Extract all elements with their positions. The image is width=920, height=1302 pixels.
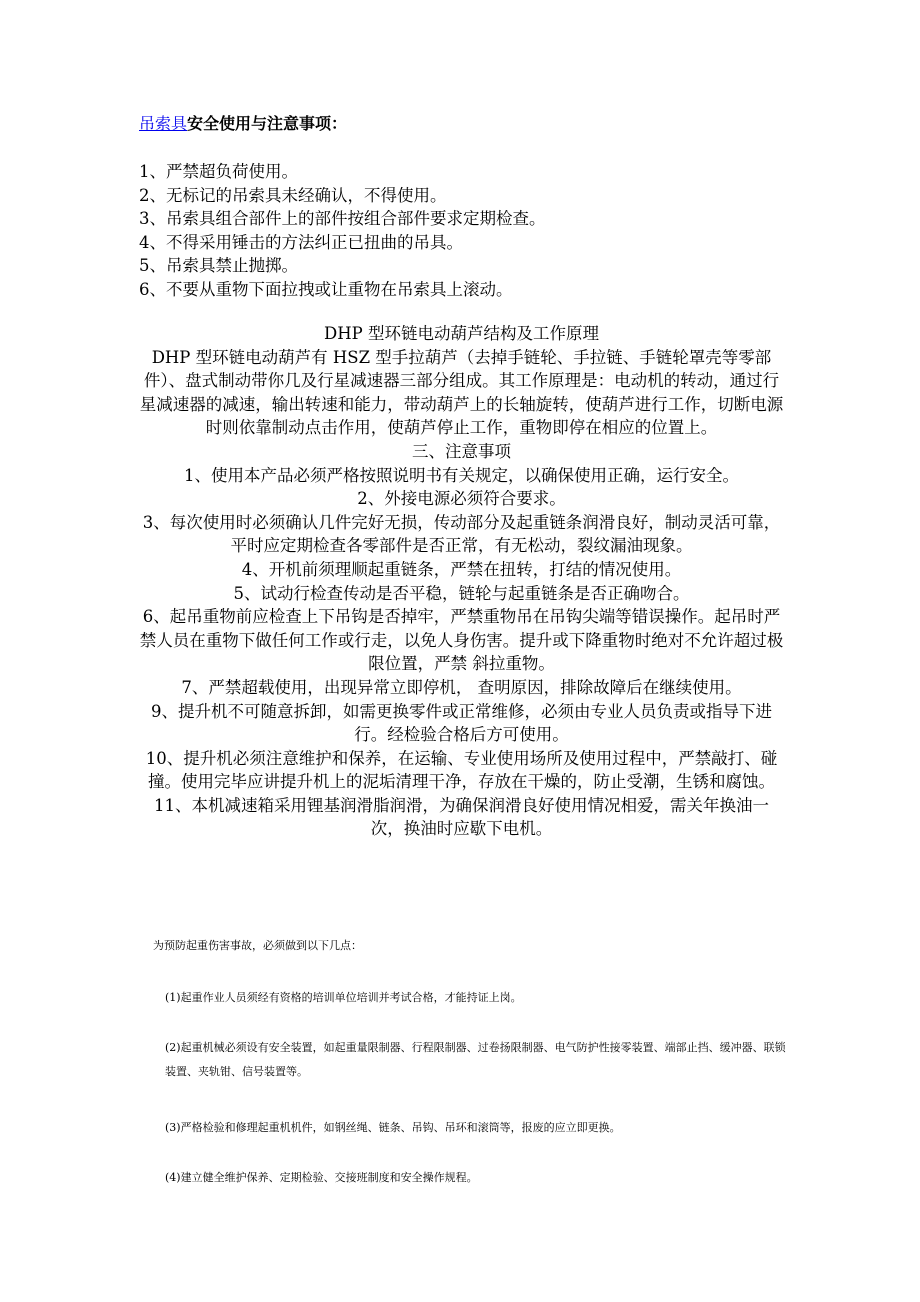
caution-item: 10、提升机必须注意维护和保养，在运输、专业使用场所及使用过程中，严禁敲打、碰撞。使用完毕应讲提升机上的泥垢清理干净，存放在干燥的，防止受潮，生锈和腐蚀。 [145, 748, 778, 792]
caution-item: 1、使用本产品必须严格按照说明书有关规定，以确保使用正确，运行安全。 [184, 465, 739, 485]
prevention-intro-text: 为预防起重伤害事故，必须做到以下几点： [153, 939, 362, 952]
section1-title: 安全使用与注意事项： [187, 114, 348, 133]
caution-item: 7、严禁超载使用，出现异常立即停机， 查明原因，排除故障后在继续使用。 [181, 677, 742, 697]
section2-body: DHP 型环链电动葫芦有 HSZ 型手拉葫芦（去掉手链轮、手拉链、手链轮罩壳等零部件）、盘式制动带你几及行星减速器三部分组成。其工作原理是：电动机的转动，通过行星减速器的减速，输出转速和能力，带动葫芦上的长轴旋转，使葫芦进行工作，切断电源时则依靠制动点击作用，使葫芦停止工作，重物即停在相应的位置上。 [139, 347, 784, 438]
section2-title: DHP 型环链电动葫芦结构及工作原理 [324, 324, 599, 343]
caution-item: 11、本机减速箱采用锂基润滑脂润滑，为确保润滑良好使用情况相爱，需关年换油一次，换油时应歇下电机。 [154, 795, 769, 839]
hoist-rigging-link[interactable]: 吊索具 [139, 114, 188, 133]
caution-item: 3、每次使用时必须确认几件完好无损，传动部分及起重链条润滑良好，制动灵活可靠，平时应定期检查各零部件是否正常，有无松动，裂纹漏油现象。 [142, 512, 781, 556]
list-item: 1、严禁超负荷使用。 [139, 162, 298, 181]
list-item: 3、吊索具组合部件上的部件按组合部件要求定期检查。 [139, 209, 546, 228]
section3-title: 三、注意事项 [412, 441, 511, 461]
prevention-item-text: (1)起重作业人员须经有资格的培训单位培训并考试合格，才能持证上岗。 [165, 991, 522, 1004]
caution-item: 2、外接电源必须符合要求。 [357, 489, 566, 509]
caution-item: 4、开机前须理顺起重链条，严禁在扭转，打结的情况使用。 [241, 559, 682, 579]
rigging-rules-list [139, 160, 779, 301]
caution-item: 9、提升机不可随意拆卸，如需更换零件或正常维修，必须由专业人员负责或指导下进行。经检验合格后方可使用。 [151, 701, 772, 745]
list-item: 5、吊索具禁止抛掷。 [139, 256, 298, 275]
caution-item: 6、起吊重物前应检查上下吊钩是否掉牢，严禁重物吊在吊钩尖端等错误操作。起吊时严禁人员在重物下做任何工作或行走，以免人身伤害。提升或下降重物时绝对不允许超过极限位置，严禁 斜拉重物。 [139, 607, 784, 674]
prevention-item [139, 1166, 789, 1190]
prevention-item-text: (2)起重机械必须设有安全装置，如起重量限制器、行程限制器、过卷扬限制器、电气防护性接零装置、端部止挡、缓冲器、联锁装置、夹轨钳、信号装置等。 [165, 1041, 786, 1078]
prevention-item [139, 986, 789, 1010]
list-item: 2、无标记的吊索具未经确认，不得使用。 [139, 185, 447, 205]
hoist-section [139, 322, 784, 841]
section1-heading [139, 112, 347, 136]
prevention-item [139, 1116, 789, 1140]
prevention-intro [139, 934, 789, 958]
list-item: 6、不要从重物下面拉拽或让重物在吊索具上滚动。 [139, 279, 513, 299]
prevention-item [139, 1036, 789, 1084]
caution-item: 5、试动行检查传动是否平稳，链轮与起重链条是否正确吻合。 [233, 583, 690, 603]
list-item: 4、不得采用锤击的方法纠正已扭曲的吊具。 [139, 232, 463, 252]
prevention-item-text: (3)严格检验和修理起重机机件，如钢丝绳、链条、吊钩、吊环和滚筒等，报废的应立即更换。 [165, 1121, 621, 1134]
prevention-item-text: (4)建立健全维护保养、定期检验、交接班制度和安全操作规程。 [165, 1171, 478, 1184]
